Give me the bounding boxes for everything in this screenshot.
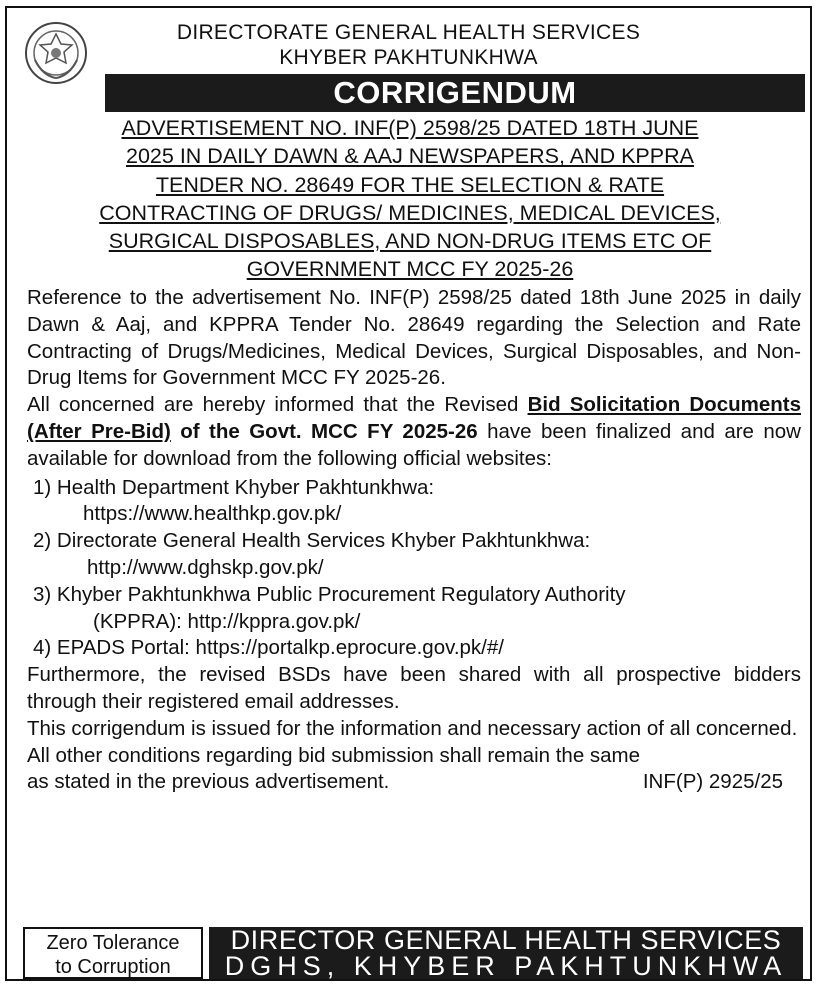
informed-text-start: All concerned are hereby informed that the Revised xyxy=(27,393,528,417)
conditions-ref-row xyxy=(27,769,801,796)
issued-paragraph: This corrigendum is issued for the information and necessary action of all concerned. xyxy=(27,716,798,740)
notice-body xyxy=(27,285,801,796)
websites-list xyxy=(27,475,801,663)
website-url[interactable]: https://www.healthkp.gov.pk/ xyxy=(83,502,342,526)
subject-line: GOVERNMENT MCC FY 2025-26 xyxy=(246,257,574,282)
zero-tolerance-box xyxy=(23,927,203,979)
subject-line: SURGICAL DISPOSABLES, AND NON-DRUG ITEMS ETC OF xyxy=(108,229,712,254)
signatory-title: DIRECTOR GENERAL HEALTH SERVICES xyxy=(230,925,782,955)
zero-tolerance-line: to Corruption xyxy=(55,956,171,978)
informed-text-end: have been finalized and are now available for download from the following official websites: xyxy=(27,419,801,470)
conditions-line: as stated in the previous advertisement. xyxy=(27,770,390,794)
website-url[interactable]: (KPPRA): http://kppra.gov.pk/ xyxy=(93,609,361,633)
informed-paragraph xyxy=(27,392,801,472)
furthermore-paragraph: Furthermore, the revised BSDs have been shared with all prospective bidders through their registered email addresses. xyxy=(27,663,801,713)
footer xyxy=(23,927,803,979)
website-label: 1) Health Department Khyber Pakhtunkhwa: xyxy=(33,475,435,499)
list-item xyxy=(27,635,801,662)
subject-line: 2025 IN DAILY DAWN & AAJ NEWSPAPERS, AND KPPRA xyxy=(126,144,694,169)
corrigendum-notice xyxy=(5,6,812,981)
subject-line: CONTRACTING OF DRUGS/ MEDICINES, MEDICAL DEVICES, xyxy=(99,200,721,225)
reference-paragraph: Reference to the advertisement No. INF(P) 2598/25 dated 18th June 2025 in daily Dawn & Aaj, and KPPRA Tender No. 28649 regarding the Selection and Rate Contracting of Drugs/Medicines, Medical Devices, Surgical Disposables, and Non-Drug Items for Government MCC FY 2025-26. xyxy=(27,286,801,390)
website-label: 2) Directorate General Health Services Khyber Pakhtunkhwa: xyxy=(33,529,591,553)
bid-documents-title: Bid Solicitation Documents (After Pre-Bid) xyxy=(27,393,801,443)
website-url[interactable]: http://www.dghskp.gov.pk/ xyxy=(87,555,324,579)
website-label: 3) Khyber Pakhtunkhwa Public Procurement Regulatory Authority xyxy=(33,582,626,606)
website-label[interactable]: 4) EPADS Portal: https://portalkp.eprocure.gov.pk/#/ xyxy=(33,636,504,660)
list-item xyxy=(27,582,801,636)
conditions-line: All other conditions regarding bid submission shall remain the same xyxy=(27,743,641,767)
signatory-office: DGHS, KHYBER PAKHTUNKHWA xyxy=(224,951,788,981)
zero-tolerance-line: Zero Tolerance xyxy=(46,932,180,954)
subject-line: ADVERTISEMENT NO. INF(P) 2598/25 DATED 18TH JUNE xyxy=(121,116,699,140)
org-name-line1: DIRECTORATE GENERAL HEALTH SERVICES xyxy=(176,21,641,44)
org-name-line2: KHYBER PAKHTUNKHWA xyxy=(279,46,538,69)
corrigendum-banner: CORRIGENDUM xyxy=(105,74,805,112)
mcc-fy-bold: of the Govt. MCC FY 2025-26 xyxy=(170,419,478,443)
signatory-box xyxy=(209,927,803,979)
list-item xyxy=(27,528,801,582)
reference-number: INF(P) 2925/25 xyxy=(642,770,783,794)
subject-heading xyxy=(19,114,801,284)
list-item xyxy=(27,475,801,529)
subject-line: TENDER NO. 28649 FOR THE SELECTION & RATE xyxy=(155,172,665,197)
